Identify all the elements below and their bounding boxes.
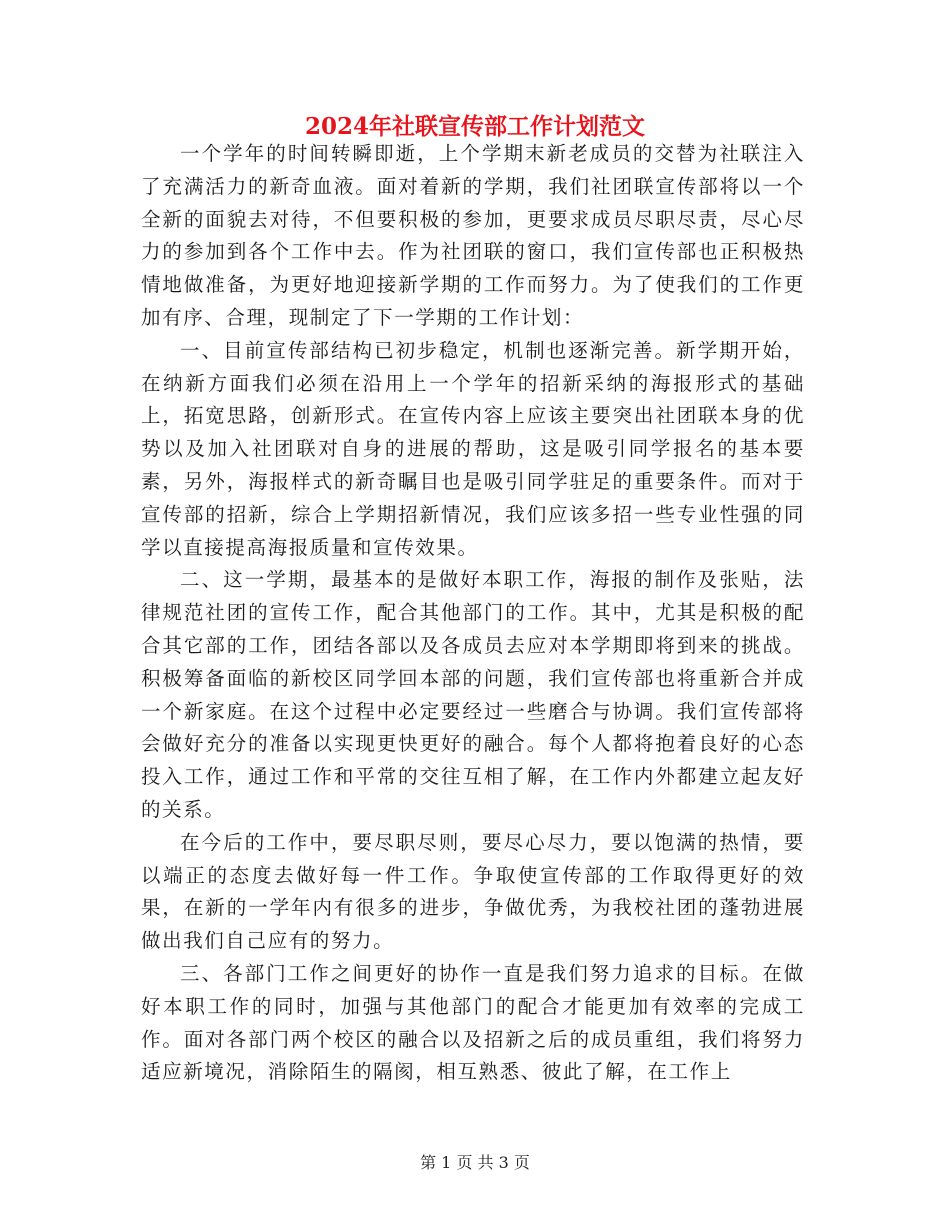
paragraph-section-2: 二、这一学期，最基本的是做好本职工作，海报的制作及张贴，法律规范社团的宣传工作，配合其他部门的工作。其中，尤其是积极的配合其它部的工作，团结各部以及各成员去应对本学期即将到来的挑战。积极筹备面临的新校区同学回本部的问题，我们宣传部也将重新合并成一个新家庭。在这个过程中必定要经过一些磨合与协调。我们宣传部将会做好充分的准备以实现更快更好的融合。每个人都将抱着良好的心态投入工作，通过工作和平常的交往互相了解，在工作内外都建立起友好的关系。	[141, 568, 805, 821]
document-body	[141, 138, 805, 1089]
document-title: 2024年社联宣传部工作计划范文	[304, 113, 645, 140]
paragraph-section-1: 一、目前宣传部结构已初步稳定，机制也逐渐完善。新学期开始，在纳新方面我们必须在沿用上一个学年的招新采纳的海报形式的基础上，拓宽思路，创新形式。在宣传内容上应该主要突出社团联本身的优势以及加入社团联对自身的进展的帮助，这是吸引同学报名的基本要素，另外，海报样式的新奇瞩目也是吸引同学驻足的重要条件。而对于宣传部的招新，综合上学期招新情况，我们应该多招一些专业性强的同学以直接提高海报质量和宣传效果。	[141, 338, 805, 559]
page-number-footer: 第 1 页 共 3 页	[420, 1153, 530, 1172]
paragraph-future-work: 在今后的工作中，要尽职尽则，要尽心尽力，要以饱满的热情，要以端正的态度去做好每一件工作。争取使宣传部的工作取得更好的效果，在新的一学年内有很多的进步，争做优秀，为我校社团的蓬勃进展做出我们自己应有的努力。	[141, 830, 805, 953]
paragraph-intro: 一个学年的时间转瞬即逝，上个学期末新老成员的交替为社联注入了充满活力的新奇血液。面对着新的学期，我们社团联宣传部将以一个全新的面貌去对待，不但要积极的参加，更要求成员尽职尽责，尽心尽力的参加到各个工作中去。作为社团联的窗口，我们宣传部也正积极热情地做准备，为更好地迎接新学期的工作而努力。为了使我们的工作更加有序、合理，现制定了下一学期的工作计划：	[141, 142, 805, 329]
paragraph-section-3: 三、各部门工作之间更好的协作一直是我们努力追求的目标。在做好本职工作的同时，加强与其他部门的配合才能更加有效率的完成工作。面对各部门两个校区的融合以及招新之后的成员重组，我们将努力适应新境况，消除陌生的隔阂，相互熟悉、彼此了解，在工作上	[141, 961, 805, 1084]
